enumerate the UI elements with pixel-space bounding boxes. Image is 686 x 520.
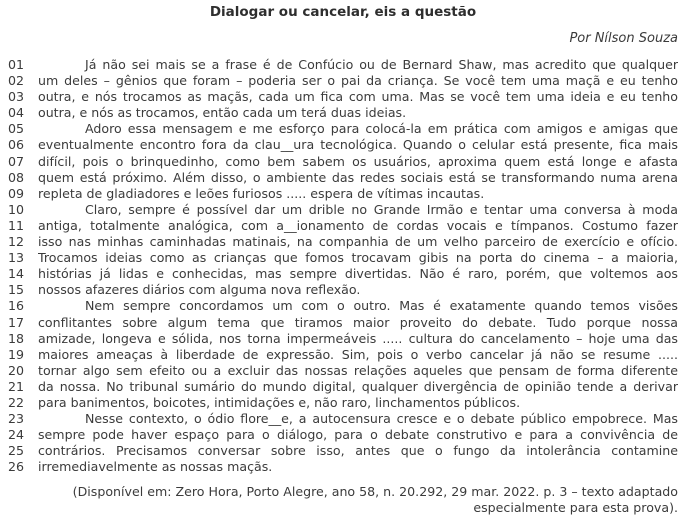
- line-number: 12: [8, 234, 25, 250]
- text-line: [8, 57, 678, 73]
- text-line: [8, 89, 678, 105]
- line-text: outra, e nós as trocamos, então cada um terá duas ideias.: [38, 105, 407, 121]
- line-number: 17: [8, 314, 25, 330]
- line-number: 25: [8, 443, 25, 459]
- line-text: eventualmente encontro fora da clau__ura tecnológica. Quando o celular está presente, fica mais: [38, 137, 678, 153]
- text-line: [8, 298, 678, 314]
- line-number: 24: [8, 427, 25, 443]
- byline: Por Nílson Souza: [569, 31, 678, 46]
- text-line: [8, 170, 678, 186]
- line-text: difícil, pois o brinquedinho, como bem sabem os usuários, aproxima quem está longe e afasta: [38, 153, 678, 169]
- line-number: 22: [8, 394, 25, 410]
- line-text: maiores ameaças à liberdade de expressão. Sim, pois o verbo cancelar já não se resume .....: [38, 346, 678, 362]
- text-line: [8, 137, 678, 153]
- text-line: [8, 331, 678, 347]
- line-text: conflitantes sobre algum tema que tiramos maior proveito do debate. Tudo porque nossa: [38, 314, 678, 330]
- text-line: [8, 250, 678, 266]
- text-line: [8, 347, 678, 363]
- line-number: 19: [8, 346, 25, 362]
- text-line: [8, 411, 678, 427]
- text-line: [8, 363, 678, 379]
- line-number: 20: [8, 362, 25, 378]
- line-text: repleta de gladiadores e leões furiosos ..... espera de vítimas incautas.: [38, 185, 485, 201]
- line-number: 26: [8, 459, 25, 475]
- line-text: para banimentos, boicotes, intimidações e, não raro, linchamentos públicos.: [38, 394, 521, 410]
- text-line: [8, 315, 678, 331]
- line-text: outra, e nós trocamos as maçãs, cada um fica com uma. Mas se você tem uma ideia e eu tenho: [38, 89, 678, 105]
- line-text: Já não sei mais se a frase é de Confúcio ou de Bernard Shaw, mas acredito que qualquer: [85, 57, 678, 72]
- line-text: irremediavelmente as nossas maçãs.: [38, 459, 273, 475]
- line-number: 03: [8, 89, 25, 105]
- line-text: nossos afazeres diários com alguma nova reflexão.: [38, 282, 361, 298]
- line-number: 01: [8, 57, 25, 72]
- line-number: 07: [8, 153, 25, 169]
- text-line: [8, 427, 678, 443]
- line-number: 23: [8, 411, 25, 427]
- text-line: [8, 121, 678, 137]
- line-text: Adoro essa mensagem e me esforço para colocá-la em prática com amigos e amigas que: [85, 121, 678, 137]
- line-text: Trocamos ideias como as crianças que fomos trocavam gibis na porta do cinema – a maioria,: [38, 250, 678, 266]
- page-title: Dialogar ou cancelar, eis a questão: [209, 4, 477, 20]
- line-number: 15: [8, 282, 25, 298]
- text-line: [8, 266, 678, 282]
- line-text: histórias já lidas e conhecidas, mas sempre divertidas. Não é raro, porém, que voltemos aos: [38, 266, 678, 282]
- line-number: 13: [8, 250, 25, 266]
- text-body: [8, 57, 678, 475]
- line-number: 05: [8, 121, 25, 137]
- line-number: 10: [8, 201, 25, 217]
- line-number: 06: [8, 137, 25, 153]
- text-line: [8, 234, 678, 250]
- source-citation-line-2: especialmente para esta prova).: [473, 500, 678, 516]
- line-text: Nesse contexto, o ódio flore__e, a autocensura cresce e o debate público empobrece. Mas: [85, 411, 678, 427]
- text-line: [8, 154, 678, 170]
- line-text: amizade, longeva e sólida, nos torna impermeáveis ..... cultura do cancelamento – hoje uma das: [38, 330, 678, 346]
- line-text: um deles – gênios que foram – poderia ser o pai da criança. Se você tem uma maçã e eu tenho: [38, 73, 678, 89]
- line-number: 02: [8, 73, 25, 89]
- line-text: sempre pode haver espaço para o diálogo, para o debate construtivo e para a convivência de: [38, 427, 678, 443]
- text-line: [8, 282, 678, 298]
- text-line: [8, 218, 678, 234]
- line-number: 21: [8, 378, 25, 394]
- line-text: isso nas minhas caminhadas matinais, na companhia de um velho parceiro de exercício e ofício.: [38, 234, 678, 250]
- line-number: 09: [8, 185, 25, 201]
- text-line: [8, 202, 678, 218]
- text-line: [8, 395, 678, 411]
- source-citation-line-1: (Disponível em: Zero Hora, Porto Alegre, ano 58, n. 20.292, 29 mar. 2022. p. 3 – texto adaptado: [72, 484, 678, 500]
- text-line: [8, 73, 678, 89]
- text-line: [8, 443, 678, 459]
- line-text: antiga, totalmente analógica, com a__ionamento de cordas vocais e tímpanos. Costumo fazer: [38, 217, 678, 233]
- line-text: quem está próximo. Além disso, o ambiente das redes sociais está se transformando numa arena: [38, 169, 678, 185]
- source-citation: [8, 484, 678, 516]
- line-number: 08: [8, 169, 25, 185]
- text-line: [8, 186, 678, 202]
- text-line: [8, 379, 678, 395]
- line-number: 04: [8, 105, 25, 121]
- line-text: contrários. Precisamos conversar sobre isso, antes que o fungo da intolerância contamine: [38, 443, 678, 459]
- line-number: 11: [8, 217, 25, 233]
- line-text: Nem sempre concordamos um com o outro. Mas é exatamente quando temos visões: [85, 298, 678, 314]
- line-text: tornar algo sem efeito ou a excluir das nossas relações aqueles que pensam de forma diferente: [38, 362, 678, 378]
- line-number: 18: [8, 330, 25, 346]
- text-line: [8, 459, 678, 475]
- line-text: Claro, sempre é possível dar um drible no Grande Irmão e tentar uma conversa à moda: [85, 201, 678, 217]
- line-text: da nossa. No tribunal sumário do mundo digital, qualquer divergência de opinião tende a derivar: [38, 378, 678, 394]
- line-number: 14: [8, 266, 25, 282]
- line-number: 16: [8, 298, 25, 314]
- text-line: [8, 105, 678, 121]
